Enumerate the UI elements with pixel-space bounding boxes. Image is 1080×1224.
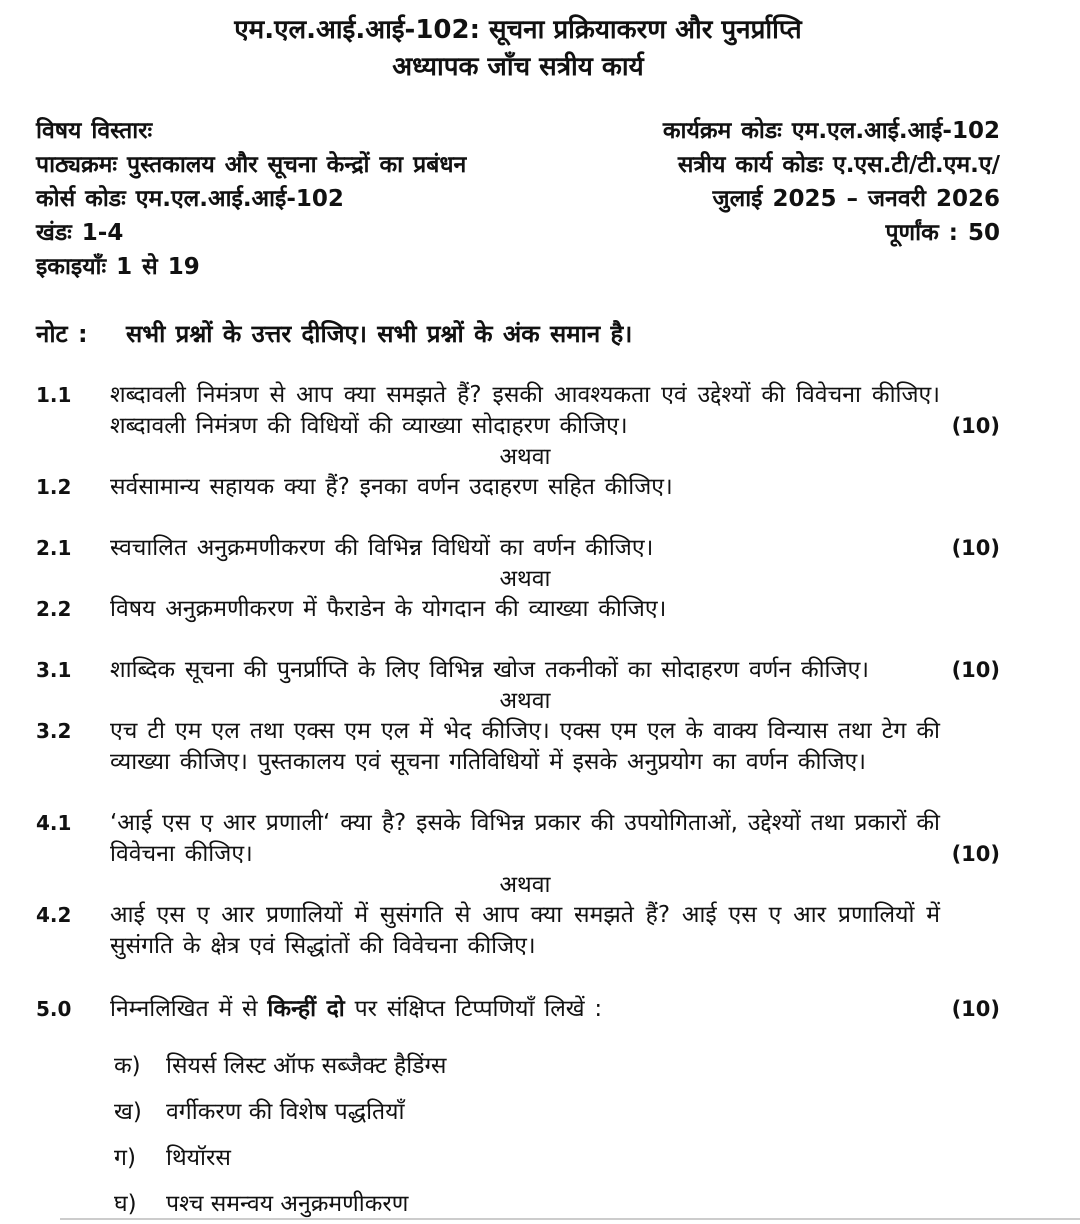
question-4-2 xyxy=(36,900,1000,962)
units-line: इकाइयाँः 1 से 19 xyxy=(36,254,200,280)
question-text: ‘आई एस ए आर प्रणाली‘ क्या है? इसके विभिन्न प्रकार की उपयोगिताओं, उद्देश्यों तथा प्रकारों की विवेचना कीजिए। xyxy=(110,810,940,867)
question-group-2 xyxy=(36,533,1000,625)
question-5-0 xyxy=(36,994,1000,1025)
question-number: 2.2 xyxy=(36,597,72,621)
course-meta xyxy=(36,114,1000,284)
question-3-1 xyxy=(36,655,1000,686)
question-text: विषय अनुक्रमणीकरण में फैराडेन के योगदान की व्याख्या कीजिए। xyxy=(110,596,667,622)
option-text: वर्गीकरण की विशेष पद्धतियाँ xyxy=(166,1099,405,1125)
question-number: 3.1 xyxy=(36,658,72,682)
note-text: सभी प्रश्नों के उत्तर दीजिए। सभी प्रश्नों के अंक समान है। xyxy=(126,320,633,348)
question-marks: (10) xyxy=(951,842,1000,866)
or-separator: अथवा xyxy=(499,872,551,898)
total-marks-line: पूर्णांक : 50 xyxy=(885,220,1000,246)
question-text xyxy=(110,994,940,1025)
question-number: 4.2 xyxy=(36,903,72,927)
question-number: 1.1 xyxy=(36,383,72,407)
option-ga xyxy=(36,1143,1000,1174)
question-group-4 xyxy=(36,808,1000,962)
option-label: ग) xyxy=(114,1145,136,1171)
note-line xyxy=(36,318,1000,350)
option-text: थियॉरस xyxy=(166,1145,231,1171)
course-title: एम.एल.आई.आई-102: सूचना प्रक्रियाकरण और पुनर्प्राप्ति xyxy=(234,15,802,45)
course-meta-right xyxy=(663,114,1000,284)
question-marks: (10) xyxy=(951,658,1000,682)
option-label: घ) xyxy=(114,1191,137,1217)
document-header xyxy=(36,12,1000,86)
question-number: 1.2 xyxy=(36,475,72,499)
page-bottom-rule xyxy=(60,1218,1080,1220)
or-separator: अथवा xyxy=(499,444,551,470)
session-line: जुलाई 2025 – जनवरी 2026 xyxy=(712,186,1000,212)
course-meta-left xyxy=(36,114,466,284)
question-2-2 xyxy=(36,594,1000,625)
short-note-options xyxy=(36,1051,1000,1220)
question-marks: (10) xyxy=(951,997,1000,1021)
question-text: शाब्दिक सूचना की पुनर्प्राप्ति के लिए विभिन्न खोज तकनीकों का सोदाहरण वर्णन कीजिए। xyxy=(110,657,870,683)
or-separator: अथवा xyxy=(499,566,551,592)
question-number: 5.0 xyxy=(36,997,72,1021)
question-group-5 xyxy=(36,994,1000,1220)
question-3-2 xyxy=(36,716,1000,778)
question-group-3 xyxy=(36,655,1000,778)
question-text: आई एस ए आर प्रणालियों में सुसंगति से आप क्या समझते हैं? आई एस ए आर प्रणालियों में सुसंगति के क्षेत्र एवं सिद्धांतों की विवेचना कीजिए। xyxy=(110,902,940,959)
question-text: सर्वसामान्य सहायक क्या हैं? इनका वर्णन उदाहरण सहित कीजिए। xyxy=(110,474,673,500)
question-number: 4.1 xyxy=(36,811,72,835)
assignment-code-line: सत्रीय कार्य कोडः ए.एस.टी/टी.एम.ए/ xyxy=(677,152,1000,178)
question-marks: (10) xyxy=(951,414,1000,438)
question-group-1 xyxy=(36,380,1000,503)
option-text: सियर्स लिस्ट ऑफ सब्जैक्ट हैडिंग्स xyxy=(166,1053,447,1079)
question-number: 2.1 xyxy=(36,536,72,560)
course-code-line: कोर्स कोडः एम.एल.आई.आई-102 xyxy=(36,186,344,212)
question-4-1 xyxy=(36,808,1000,870)
question-text: एच टी एम एल तथा एक्स एम एल में भेद कीजिए। एक्स एम एल के वाक्य विन्यास तथा टेग की व्याख्या कीजिए। पुस्तकालय एवं सूचना गतिविधियों में इसके अनुप्रयोग का वर्णन कीजिए। xyxy=(110,718,940,775)
question-2-1 xyxy=(36,533,1000,564)
coverage-heading: विषय विस्तारः xyxy=(36,118,153,144)
option-gha xyxy=(36,1189,1000,1220)
question-text: शब्दावली निमंत्रण से आप क्या समझते हैं? इसकी आवश्यकता एवं उद्देश्यों की विवेचना कीजिए। शब्दावली निमंत्रण की विधियों की व्याख्या सोदाहरण कीजिए। xyxy=(110,382,940,439)
note-label: नोट : xyxy=(36,320,88,348)
question-text: स्वचालित अनुक्रमणीकरण की विभिन्न विधियों का वर्णन कीजिए। xyxy=(110,535,654,561)
assignment-type-title: अध्यापक जाँच सत्रीय कार्य xyxy=(392,52,644,82)
question-marks: (10) xyxy=(951,536,1000,560)
blocks-line: खंडः 1-4 xyxy=(36,220,124,246)
question-1-1 xyxy=(36,380,1000,442)
option-kha xyxy=(36,1097,1000,1128)
option-label: ख) xyxy=(114,1099,142,1125)
or-separator: अथवा xyxy=(499,688,551,714)
question-text-pre: निम्नलिखित में से xyxy=(110,996,268,1022)
question-number: 3.2 xyxy=(36,719,72,743)
question-1-2 xyxy=(36,472,1000,503)
option-label: क) xyxy=(114,1053,141,1079)
option-text: पश्च समन्वय अनुक्रमणीकरण xyxy=(166,1191,409,1217)
course-name-line: पाठ्यक्रमः पुस्तकालय और सूचना केन्द्रों का प्रबंधन xyxy=(36,152,467,178)
question-text-post: पर संक्षिप्त टिप्पणियाँ लिखें : xyxy=(344,996,603,1022)
option-ka xyxy=(36,1051,1000,1082)
programme-code-line: कार्यक्रम कोडः एम.एल.आई.आई-102 xyxy=(662,118,1000,144)
question-text-emphasis: किन्हीं दो xyxy=(267,996,345,1022)
